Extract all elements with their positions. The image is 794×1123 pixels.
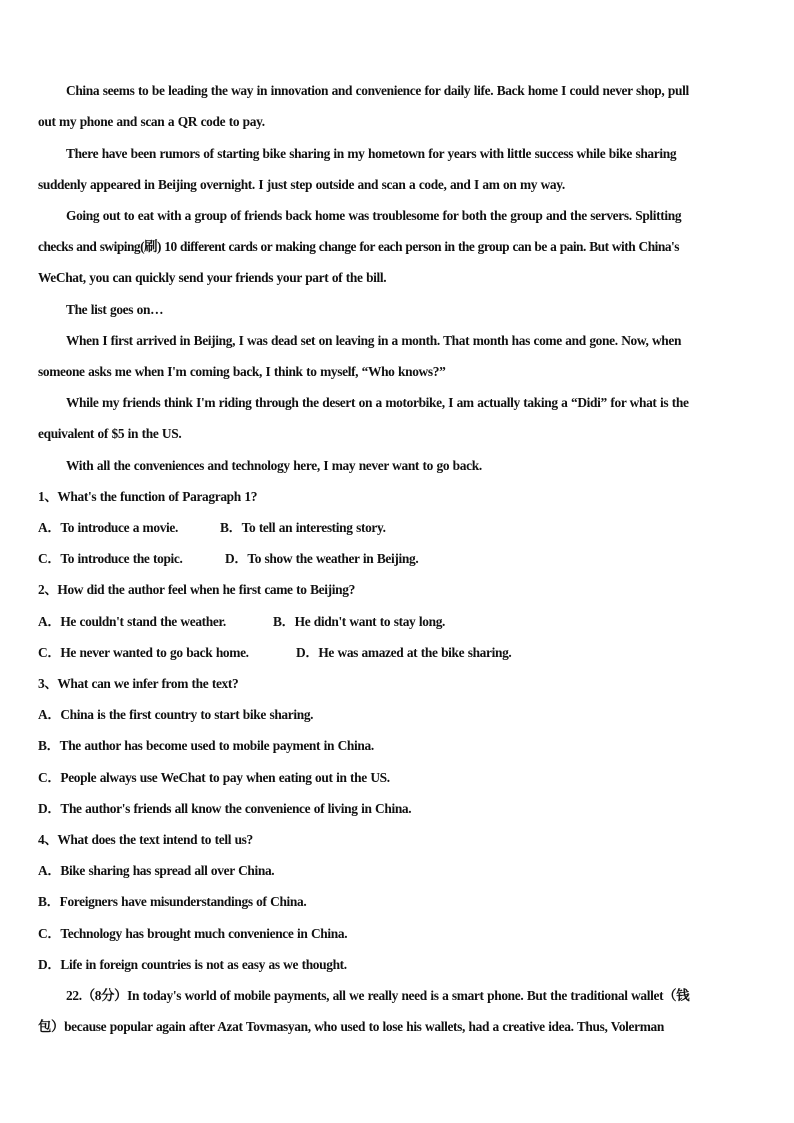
passage-p5-line2: someone asks me when I'm coming back, I think to myself, “Who knows?” [38, 364, 446, 379]
passage-p3-line1: Going out to eat with a group of friends back home was troublesome for both the group and the servers. Splitting [66, 208, 682, 223]
question-22-line1: 22.（8分）In today's world of mobile payments, all we really need is a smart phone. But the traditional wallet（钱 [66, 988, 690, 1003]
question-2-option-c: C．He never wanted to go back home. [38, 645, 249, 660]
passage-p6-line2: equivalent of $5 in the US. [38, 426, 182, 441]
question-22-line2: 包）because popular again after Azat Tovmasyan, who used to lose his wallets, had a creative idea. Thus, Volerman [38, 1019, 664, 1034]
passage-p3-line2: checks and swiping(刷) 10 different cards or making change for each person in the group can be a pain. But with China's [38, 239, 679, 254]
question-3-stem: 3、What can we infer from the text? [38, 676, 239, 691]
question-1-stem: 1、What's the function of Paragraph 1? [38, 489, 258, 504]
passage-p2-line2: suddenly appeared in Beijing overnight. I just step outside and scan a code, and I am on my way. [38, 177, 565, 192]
question-2-stem: 2、How did the author feel when he first came to Beijing? [38, 582, 355, 597]
question-4-option-c: C．Technology has brought much convenience in China. [38, 926, 348, 941]
passage-p5-line1: When I first arrived in Beijing, I was dead set on leaving in a month. That month has come and gone. Now, when [66, 333, 682, 348]
question-2-option-d: D．He was amazed at the bike sharing. [296, 645, 512, 660]
question-4-stem: 4、What does the text intend to tell us? [38, 832, 253, 847]
passage-p2-line1: There have been rumors of starting bike sharing in my hometown for years with little success while bike sharing [66, 146, 677, 161]
question-1-option-c: C．To introduce the topic. [38, 551, 183, 566]
question-4-option-a: A．Bike sharing has spread all over China. [38, 863, 275, 878]
passage-p6-line1: While my friends think I'm riding through the desert on a motorbike, I am actually taking a “Didi” for what is the [66, 395, 689, 410]
passage-p1-line1: China seems to be leading the way in innovation and convenience for daily life. Back home I could never shop, pull [66, 83, 689, 98]
passage-p1-line2: out my phone and scan a QR code to pay. [38, 114, 265, 129]
question-3-option-c: C．People always use WeChat to pay when eating out in the US. [38, 770, 390, 785]
question-2-option-a: A．He couldn't stand the weather. [38, 614, 226, 629]
question-3-option-a: A．China is the first country to start bike sharing. [38, 707, 314, 722]
passage-p7-line1: With all the conveniences and technology here, I may never want to go back. [66, 458, 482, 473]
question-3-option-d: D．The author's friends all know the convenience of living in China. [38, 801, 412, 816]
question-3-option-b: B．The author has become used to mobile payment in China. [38, 738, 374, 753]
question-4-option-b: B．Foreigners have misunderstandings of China. [38, 894, 307, 909]
question-1-option-d: D．To show the weather in Beijing. [225, 551, 419, 566]
question-1-option-b: B．To tell an interesting story. [220, 520, 386, 535]
question-2-option-b: B．He didn't want to stay long. [273, 614, 446, 629]
question-4-option-d: D．Life in foreign countries is not as easy as we thought. [38, 957, 347, 972]
passage-p3-line3: WeChat, you can quickly send your friends your part of the bill. [38, 270, 387, 285]
passage-p4-line1: The list goes on… [66, 302, 164, 317]
question-1-option-a: A．To introduce a movie. [38, 520, 179, 535]
